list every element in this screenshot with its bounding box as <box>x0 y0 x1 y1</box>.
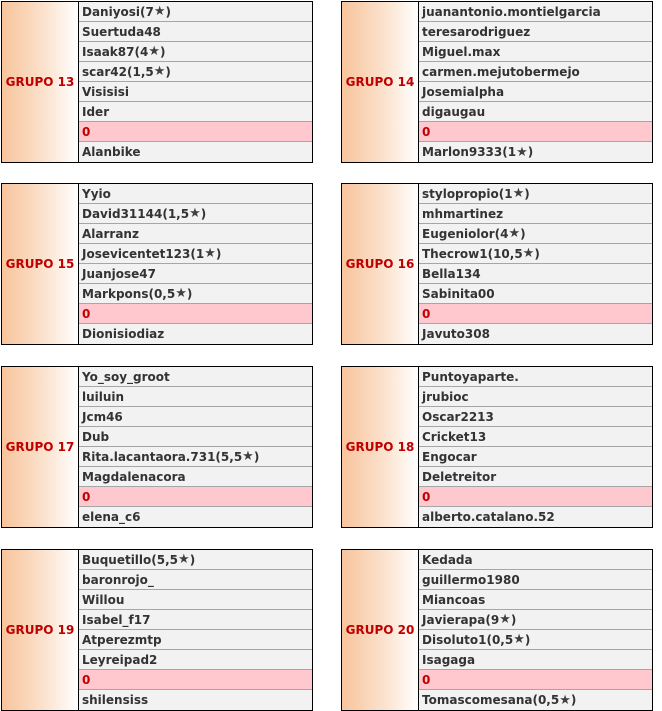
member-score: 1,5 <box>167 206 190 221</box>
member-name: Isabel_f17 <box>82 612 151 627</box>
member-score: 4 <box>500 226 509 241</box>
member-row <box>419 590 652 610</box>
empty-slot-row <box>79 122 312 142</box>
empty-slot-row <box>79 670 312 690</box>
member-row <box>79 630 312 650</box>
member-name: Bella134 <box>422 266 481 281</box>
score-open-paren: ( <box>486 632 492 647</box>
member-row <box>79 407 312 427</box>
member-row <box>79 62 312 82</box>
score-close-paren: ) <box>520 226 526 241</box>
score-close-paren: ) <box>524 632 531 647</box>
member-name: 0 <box>82 672 91 687</box>
member-row <box>79 610 312 630</box>
score-close-paren: ) <box>570 693 577 707</box>
score-open-paren: ( <box>532 693 538 707</box>
member-name: Daniyosi <box>82 4 141 19</box>
star-icon: ★ <box>242 449 254 464</box>
member-name: Rita.lacantaora.731 <box>82 449 216 464</box>
member-score: 9 <box>490 612 500 627</box>
member-row <box>419 690 652 710</box>
member-row <box>79 22 312 42</box>
member-list <box>419 550 652 710</box>
member-row <box>419 82 652 102</box>
member-row <box>419 204 652 224</box>
member-row <box>79 184 312 204</box>
member-name: Dub <box>82 429 110 444</box>
member-list <box>419 184 652 344</box>
member-name: Markpons <box>82 286 149 301</box>
group-label: GRUPO 13 <box>2 2 79 162</box>
star-icon: ★ <box>516 144 528 160</box>
member-row <box>419 284 652 304</box>
member-list <box>79 184 312 344</box>
star-icon: ★ <box>513 632 525 647</box>
member-name: carmen.mejutobermejo <box>422 64 580 79</box>
score-close-paren: ) <box>510 612 517 627</box>
member-name: Cricket13 <box>422 429 487 444</box>
member-name: David31144 <box>82 206 163 221</box>
member-row <box>79 284 312 304</box>
score-close-paren: ) <box>165 64 171 79</box>
score-open-paren: ( <box>494 226 501 241</box>
member-row <box>79 2 312 22</box>
member-name: alberto.catalano.52 <box>422 510 555 524</box>
group-label: GRUPO 19 <box>2 550 79 710</box>
member-row <box>79 42 312 62</box>
group-label: GRUPO 14 <box>342 2 419 162</box>
member-name: Ider <box>82 104 110 119</box>
member-name: Isagaga <box>422 652 476 667</box>
star-icon: ★ <box>204 246 216 261</box>
member-name: Leyreipad2 <box>82 652 158 667</box>
star-icon: ★ <box>522 246 535 261</box>
member-name: Suertuda48 <box>82 24 161 39</box>
member-row <box>79 467 312 487</box>
group-label: GRUPO 20 <box>342 550 419 710</box>
score-open-paren: ( <box>140 4 146 19</box>
member-row <box>419 630 652 650</box>
group-box <box>1 1 313 163</box>
member-name: Sabinita00 <box>422 286 495 301</box>
member-name: Josevicentet123 <box>82 246 191 261</box>
member-row <box>419 224 652 244</box>
star-icon: ★ <box>559 692 571 708</box>
empty-slot-row <box>419 487 652 507</box>
member-name: 0 <box>422 672 431 687</box>
member-name: Alarranz <box>82 226 139 241</box>
member-row <box>419 650 652 670</box>
member-row <box>419 62 652 82</box>
group-box <box>341 549 653 711</box>
member-name: Tomascomesana <box>422 693 533 707</box>
score-close-paren: ) <box>159 44 166 59</box>
member-score: 1 <box>195 246 205 261</box>
member-row <box>79 324 312 344</box>
member-row <box>419 264 652 284</box>
member-name: Willou <box>82 592 125 607</box>
member-row <box>419 2 652 22</box>
member-score: 0,5 <box>153 286 176 301</box>
empty-slot-row <box>79 304 312 324</box>
star-icon: ★ <box>175 286 187 301</box>
member-score: 1 <box>507 145 517 159</box>
score-close-paren: ) <box>189 552 196 567</box>
score-close-paren: ) <box>165 4 172 19</box>
star-icon: ★ <box>153 4 166 19</box>
member-row <box>79 244 312 264</box>
member-row <box>79 590 312 610</box>
member-name: Alanbike <box>82 145 141 159</box>
member-name: jrubioc <box>422 389 469 404</box>
member-name: mhmartinez <box>422 206 504 221</box>
member-row <box>419 447 652 467</box>
member-name: 0 <box>422 306 431 321</box>
member-row <box>419 42 652 62</box>
member-name: Juanjose47 <box>82 266 156 281</box>
star-icon: ★ <box>153 64 166 79</box>
member-name: 0 <box>82 124 91 139</box>
member-name: Jcm46 <box>82 409 123 424</box>
member-name: juanantonio.montielgarcia <box>422 4 601 19</box>
member-name: 0 <box>422 489 431 504</box>
member-score: 4 <box>139 44 149 59</box>
member-row <box>419 550 652 570</box>
empty-slot-row <box>419 670 652 690</box>
empty-slot-row <box>419 304 652 324</box>
member-row <box>419 324 652 344</box>
member-score: 0,5 <box>537 693 560 707</box>
member-row <box>79 507 312 527</box>
score-close-paren: ) <box>524 186 530 201</box>
member-name: 0 <box>422 124 431 139</box>
member-row <box>79 550 312 570</box>
member-name: baronrojo_ <box>82 572 154 587</box>
group-box <box>341 1 653 163</box>
group-label: GRUPO 17 <box>2 367 79 527</box>
member-row <box>79 650 312 670</box>
member-name: Yo_soy_groot <box>82 369 170 384</box>
member-name: Deletreitor <box>422 469 497 484</box>
member-name: Oscar2213 <box>422 409 494 424</box>
member-score: 0,5 <box>491 632 514 647</box>
score-open-paren: ( <box>498 186 505 201</box>
member-list <box>79 2 312 162</box>
score-close-paren: ) <box>534 246 540 261</box>
member-row <box>419 244 652 264</box>
score-close-paren: ) <box>527 145 534 159</box>
member-row <box>79 264 312 284</box>
member-score: 7 <box>145 4 154 19</box>
group-box <box>1 366 313 528</box>
member-name: Kedada <box>422 552 473 567</box>
member-name: Marlon9333 <box>422 145 503 159</box>
group-label: GRUPO 18 <box>342 367 419 527</box>
member-row <box>419 102 652 122</box>
member-list <box>79 550 312 710</box>
score-open-paren: ( <box>151 552 157 567</box>
score-open-paren: ( <box>134 44 140 59</box>
member-name: teresarodriguez <box>422 24 531 39</box>
member-row <box>79 447 312 467</box>
member-row <box>79 690 312 710</box>
member-name: stylopropio <box>422 186 499 201</box>
score-open-paren: ( <box>190 246 196 261</box>
group-box <box>341 183 653 345</box>
member-row <box>79 204 312 224</box>
score-open-paren: ( <box>487 246 494 261</box>
member-row <box>419 570 652 590</box>
star-icon: ★ <box>512 186 525 201</box>
member-row <box>419 427 652 447</box>
member-row <box>419 407 652 427</box>
member-name: Javierapa <box>422 612 486 627</box>
score-close-paren: ) <box>215 246 222 261</box>
member-row <box>419 22 652 42</box>
member-score: 5,5 <box>156 552 179 567</box>
member-score: 5,5 <box>220 449 243 464</box>
star-icon: ★ <box>189 206 201 221</box>
group-box <box>341 366 653 528</box>
member-row <box>79 367 312 387</box>
member-row <box>79 102 312 122</box>
member-name: Puntoyaparte. <box>422 369 519 384</box>
member-name: Miancoas <box>422 592 486 607</box>
member-row <box>79 142 312 162</box>
star-icon: ★ <box>178 552 190 567</box>
member-name: Disoluto1 <box>422 632 487 647</box>
group-label: GRUPO 15 <box>2 184 79 344</box>
member-name: shilensiss <box>82 693 149 707</box>
member-name: elena_c6 <box>82 510 141 524</box>
score-open-paren: ( <box>485 612 491 627</box>
member-name: Engocar <box>422 449 477 464</box>
member-name: Magdalenacora <box>82 469 186 484</box>
member-name: scar42 <box>82 64 127 79</box>
score-close-paren: ) <box>253 449 260 464</box>
member-row <box>79 82 312 102</box>
member-name: Javuto308 <box>422 327 490 341</box>
member-list <box>419 2 652 162</box>
star-icon: ★ <box>499 612 511 627</box>
score-open-paren: ( <box>126 64 133 79</box>
member-name: Atperezmtp <box>82 632 162 647</box>
member-name: luiluin <box>82 389 125 404</box>
group-box <box>1 183 313 345</box>
member-name: Eugeniolor <box>422 226 495 241</box>
score-open-paren: ( <box>502 145 508 159</box>
score-close-paren: ) <box>186 286 193 301</box>
member-list <box>79 367 312 527</box>
group-label: GRUPO 16 <box>342 184 419 344</box>
member-row <box>419 367 652 387</box>
member-name: Miguel.max <box>422 44 501 59</box>
member-row <box>79 427 312 447</box>
star-icon: ★ <box>148 44 160 59</box>
member-row <box>419 142 652 162</box>
member-name: Thecrow1 <box>422 246 488 261</box>
member-row <box>419 507 652 527</box>
score-close-paren: ) <box>200 206 207 221</box>
member-score: 10,5 <box>493 246 523 261</box>
member-name: Yyio <box>82 186 111 201</box>
member-name: 0 <box>82 489 91 504</box>
member-name: Dionisiodiaz <box>82 327 165 341</box>
member-name: Visisisi <box>82 84 129 99</box>
score-open-paren: ( <box>148 286 154 301</box>
empty-slot-row <box>79 487 312 507</box>
score-open-paren: ( <box>162 206 168 221</box>
member-name: guillermo1980 <box>422 572 520 587</box>
member-row <box>419 610 652 630</box>
empty-slot-row <box>419 122 652 142</box>
member-name: Josemialpha <box>422 84 505 99</box>
member-row <box>419 184 652 204</box>
member-score: 1 <box>504 186 513 201</box>
member-row <box>79 224 312 244</box>
member-list <box>419 367 652 527</box>
member-score: 1,5 <box>132 64 154 79</box>
member-name: digaugau <box>422 104 486 119</box>
star-icon: ★ <box>508 226 521 241</box>
member-row <box>419 387 652 407</box>
member-row <box>419 467 652 487</box>
member-name: 0 <box>82 306 91 321</box>
member-name: Buquetillo <box>82 552 152 567</box>
group-box <box>1 549 313 711</box>
member-row <box>79 570 312 590</box>
score-open-paren: ( <box>215 449 221 464</box>
member-name: Isaak87 <box>82 44 135 59</box>
member-row <box>79 387 312 407</box>
